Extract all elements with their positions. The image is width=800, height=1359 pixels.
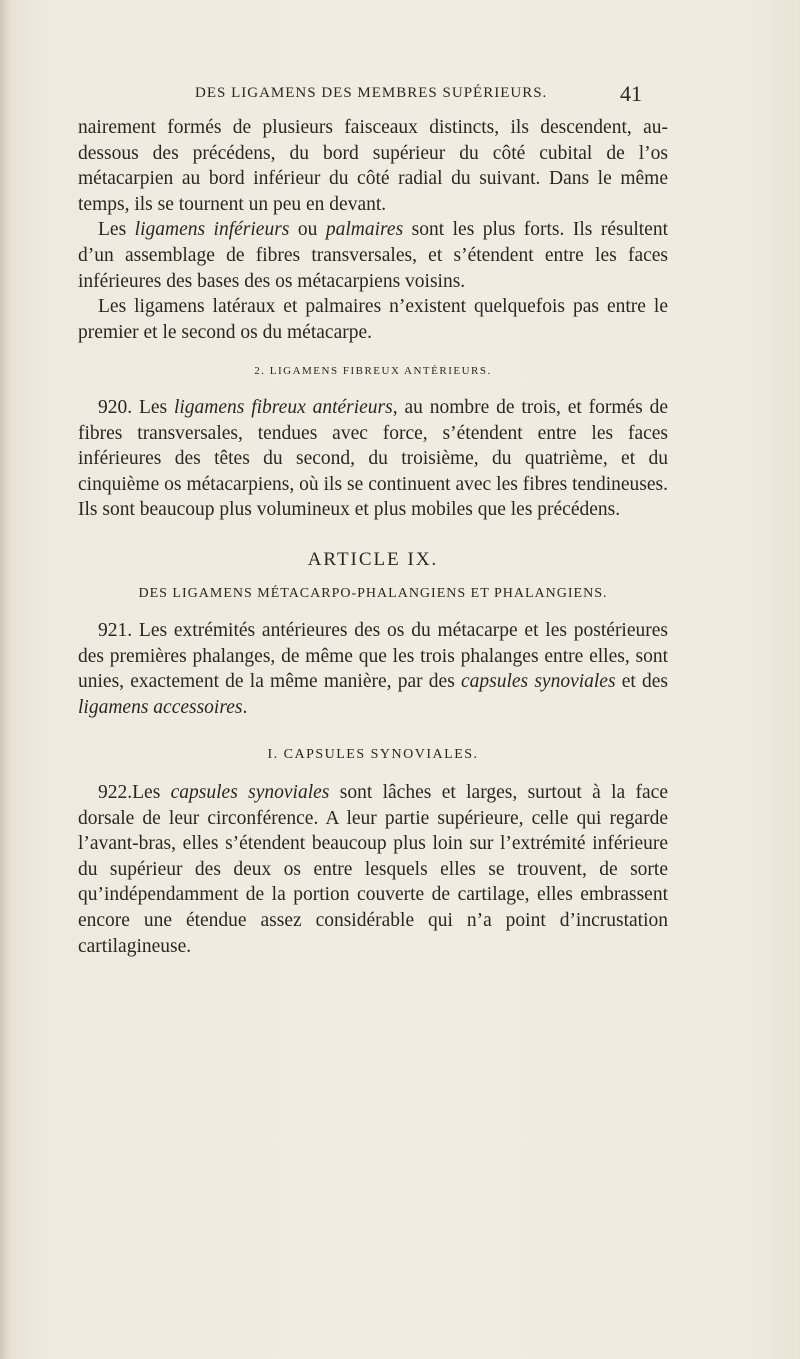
- paragraph-922: [78, 780, 668, 959]
- page-binding-edge: [0, 0, 10, 1359]
- article-title: ARTICLE IX.: [307, 548, 439, 570]
- text-run: 920. Les: [98, 396, 174, 418]
- paragraph-lateral-ligaments: Les ligamens latéraux et palmaires n’existent quelquefois pas entre le premier et le second os du métacarpe.: [78, 296, 668, 343]
- text-run: et des: [615, 671, 668, 693]
- italic-term: palmaires: [325, 219, 404, 241]
- text-run: sont les plus forts. Ils résultent d’un assemblage de fibres transversales, et s’étendent entre les faces inférieures des bases des os métacarpiens voisins.: [78, 219, 669, 292]
- running-header: DES LIGAMENS DES MEMBRES SUPÉRIEURS.: [195, 85, 548, 101]
- italic-term: capsules synoviales: [460, 671, 616, 693]
- text-run: , au nombre de trois, et formés de fibres transversales, tendues avec force, s’étendent entre les faces inférieures des têtes du second, du troisième, du quatrième, et du cinquième os métacarpiens, où ils se continuent avec les fibres tendineuses. Ils sont beaucoup plus volumineux et plus mobiles que les précédens.: [78, 396, 669, 521]
- paragraph-continuation: nairement formés de plusieurs faisceaux distincts, ils descendent, au-dessous des précédens, du bord supérieur du côté cubital de l’os métacarpien au bord inférieur du côté radial du suivant. Dans le même temps, ils se tournent un peu en devant.: [78, 117, 668, 215]
- italic-term: ligamens fibreux antérieurs: [173, 396, 393, 418]
- body-text: [78, 115, 668, 959]
- paragraph-inferior-ligaments: [78, 217, 668, 294]
- italic-term: ligamens inférieurs: [134, 219, 290, 241]
- text-run: 922.Les: [98, 782, 171, 804]
- italic-term: ligamens accessoires: [78, 696, 243, 718]
- text-run: Les: [98, 219, 135, 241]
- text-run: 921. Les extrémités antérieures des os du métacarpe et les postérieures des premières phalanges, de même que les trois phalanges entre elles, sont unies, exactement de la même manière, par des: [78, 620, 668, 693]
- subsection-heading-anterior: 2. LIGAMENS FIBREUX ANTÉRIEURS.: [254, 365, 492, 378]
- italic-term: capsules synoviales: [170, 782, 330, 804]
- paragraph-920: [78, 395, 668, 523]
- section-heading-capsules: I. CAPSULES SYNOVIALES.: [267, 747, 479, 763]
- text-run: ou: [289, 219, 326, 241]
- paragraph-921: [78, 618, 668, 720]
- text-run: sont lâches et larges, surtout à la face dorsale de leur circonférence. A leur partie supérieure, celle qui regarde l’avant-bras, elles s’étendent beaucoup plus loin sur l’extrémité inférieure du supérieur des deux os entre lesquels elles se trouvent, de sorte qu’indépendamment de la portion couverte de cartilage, elles embrassent encore une étendue assez considérable qui n’a point d’incrustation cartilagineuse.: [78, 782, 668, 957]
- article-subtitle: DES LIGAMENS MÉTACARPO-PHALANGIENS ET PHALANGIENS.: [138, 585, 608, 601]
- text-run: .: [242, 696, 248, 718]
- page-number: 41: [620, 81, 642, 106]
